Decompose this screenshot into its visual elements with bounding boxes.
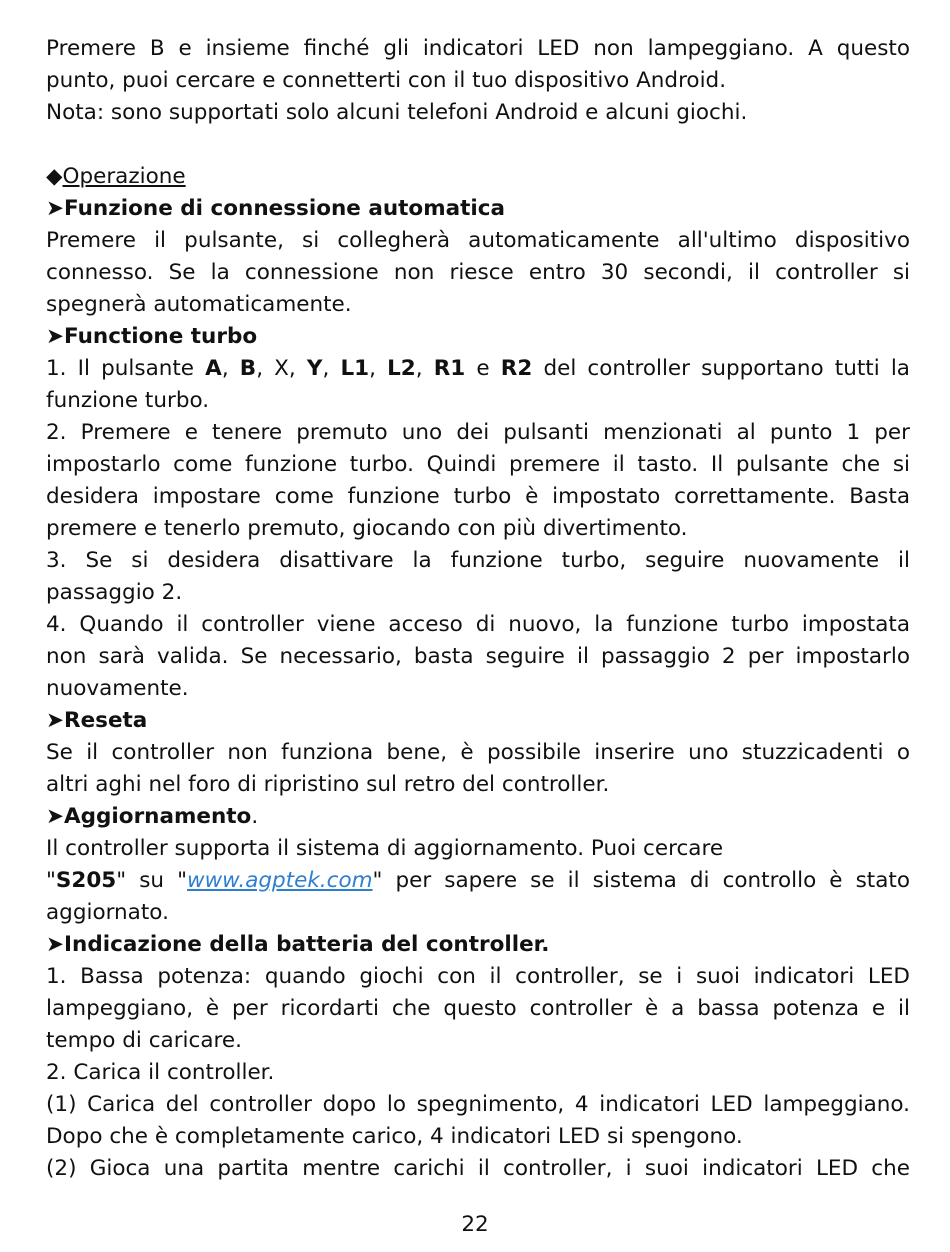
button-b-label: B [239,356,257,381]
diamond-bullet-icon: ◆ [46,164,63,189]
button-a-label: A [205,356,222,381]
text-line: desidera impostare come funzione turbo è impostato correttamente. Basta [46,484,910,509]
text-line: Nota: sono supportati solo alcuni telefoni Android e alcuni giochi. [46,100,748,125]
text-line: punto, puoi cercare e connetterti con il tuo dispositivo Android. [46,68,727,93]
website-link[interactable]: www.agptek.com [187,868,373,893]
text-line: "S205" su "www.agptek.com" per sapere se il sistema di controllo è stato [46,868,910,893]
text-line: Se il controller non funziona bene, è possibile inserire uno stuzzicadenti o [46,740,910,765]
page-number: 22 [461,1212,489,1237]
text-line: aggiornato. [46,900,169,925]
text-line: 1. Bassa potenza: quando giochi con il controller, se i suoi indicatori LED [46,964,910,989]
text-line: passaggio 2. [46,580,183,605]
button-r1-label: R1 [433,356,466,381]
button-y-label: Y [306,356,323,381]
text-line: non sarà valida. Se necessario, basta seguire il passaggio 2 per impostarlo [46,644,910,669]
button-r2-label: R2 [500,356,533,381]
button-l1-label: L1 [340,356,370,381]
text-line: (1) Carica del controller dopo lo spegnimento, 4 indicatori LED lampeggiano. [46,1092,910,1117]
subheading-auto-connect: ➤Funzione di connessione automatica [46,196,506,221]
subheading-reset: ➤Reseta [46,708,148,733]
text-line: 2. Premere e tenere premuto uno dei pulsanti menzionati al punto 1 per [46,420,910,445]
subheading-battery: ➤Indicazione della batteria del controller. [46,932,550,957]
spacer [46,129,910,161]
button-l2-label: L2 [387,356,416,381]
text-line: 2. Carica il controller. [46,1060,275,1085]
subheading-turbo: ➤Functione turbo [46,324,258,349]
text-line: connesso. Se la connessione non riesce entro 30 secondi, il controller si [46,260,910,285]
text-line: 1. Il pulsante A, B, X, Y, L1, L2, R1 e R2 del controller supportano tutti la [46,356,910,381]
text-line: Premere B e insieme finché gli indicatori LED non lampeggiano. A questo [46,36,910,61]
text-line: Dopo che è completamente carico, 4 indicatori LED si spengono. [46,1124,743,1149]
text-line: funzione turbo. [46,388,210,413]
model-number: S205 [55,868,117,893]
text-line: nuovamente. [46,676,189,701]
text-line: premere e tenerlo premuto, giocando con più divertimento. [46,516,688,541]
text-line: impostarlo come funzione turbo. Quindi premere il tasto. Il pulsante che si [46,452,910,477]
text-line: 4. Quando il controller viene acceso di nuovo, la funzione turbo impostata [46,612,910,637]
text-line: altri aghi nel foro di ripristino sul retro del controller. [46,772,610,797]
text-line: lampeggiano, è per ricordarti che questo controller è a bassa potenza e il [46,996,910,1021]
text-line: tempo di caricare. [46,1028,242,1053]
text-line: Il controller supporta il sistema di aggiornamento. Puoi cercare [46,836,724,861]
text-line: spegnerà automaticamente. [46,292,352,317]
text-line: (2) Gioca una partita mentre carichi il controller, i suoi indicatori LED che [46,1156,910,1181]
subheading-update: ➤Aggiornamento. [46,804,259,829]
manual-page [46,33,910,1185]
section-heading-operazione [46,161,910,193]
text-line: 3. Se si desidera disattivare la funzione turbo, seguire nuovamente il [46,548,910,573]
section-title: Operazione [62,164,186,189]
text-line: Premere il pulsante, si collegherà automaticamente all'ultimo dispositivo [46,228,910,253]
